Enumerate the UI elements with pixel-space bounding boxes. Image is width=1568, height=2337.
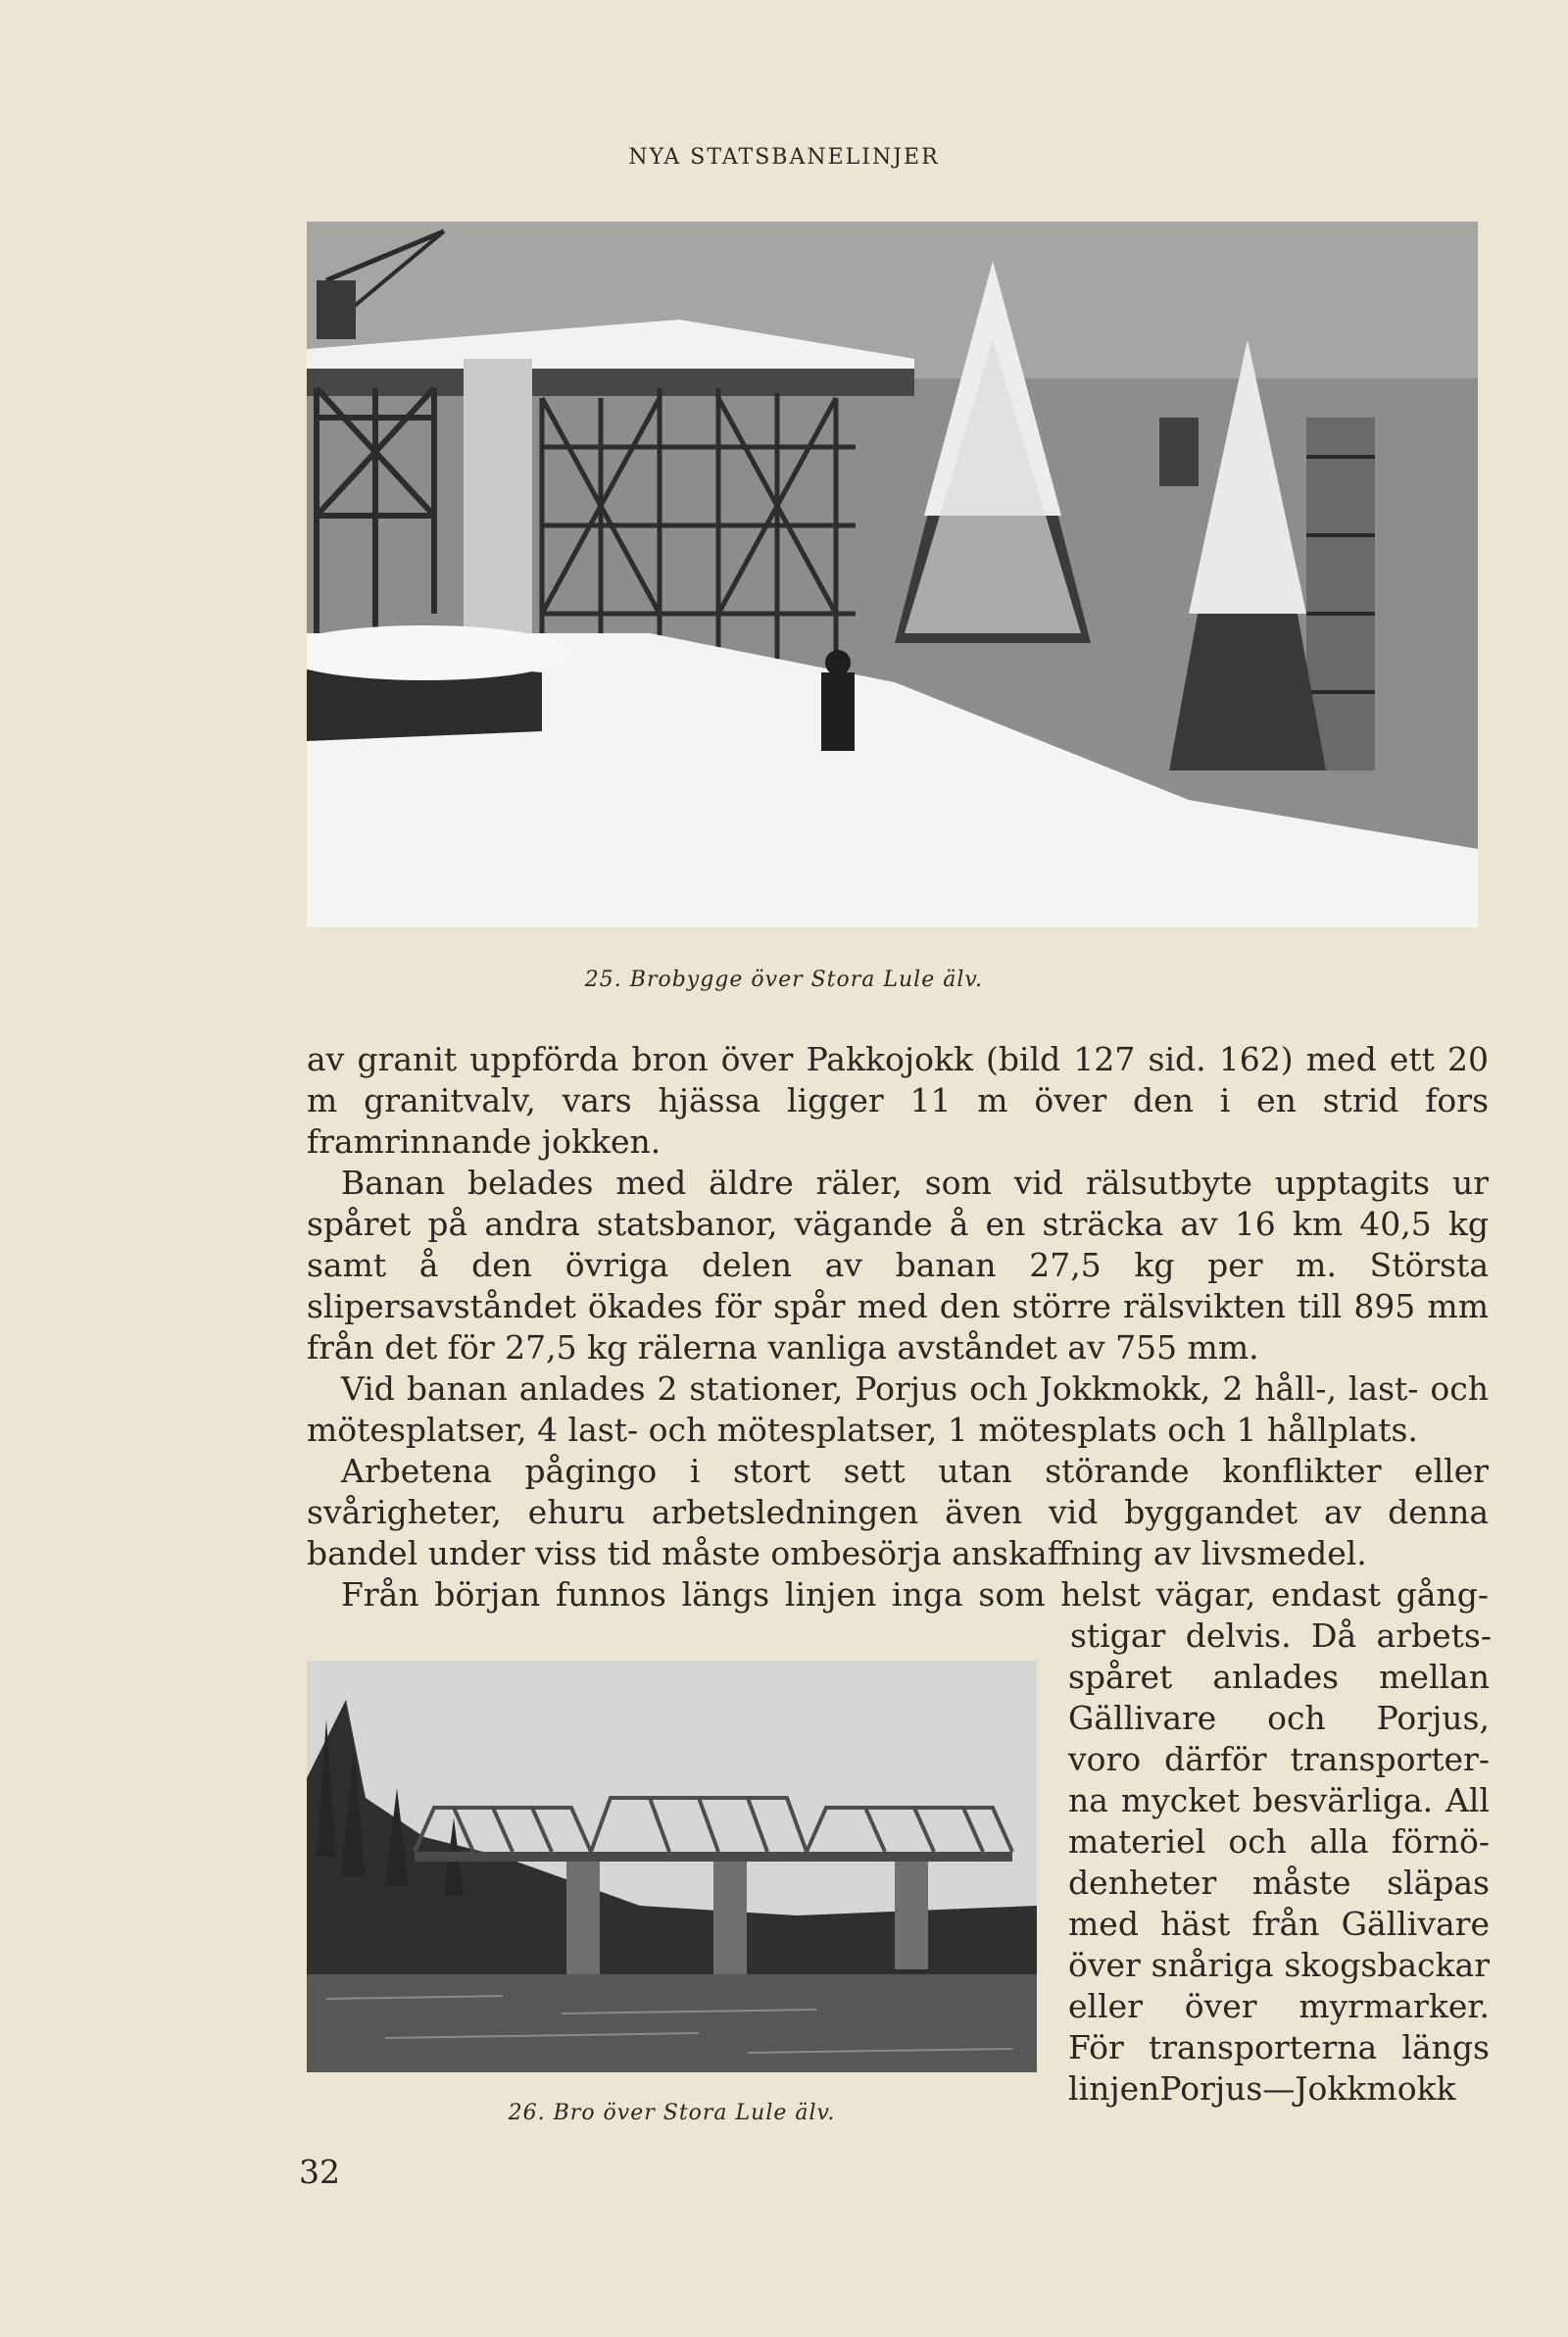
paragraph-2: Banan belades med äldre räler, som vid rälsutbyte upptagits ur spåret på andra statsbanor, vägande å en sträcka av 16 km 40,5 kg samt å den övriga delen av banan 27,5 kg per m. Största slipersavståndet ökades för spår med den större rälsvikten till 895 mm från det för 27,5 kg rälerna vanliga avståndet av 755 mm.: [307, 1164, 1489, 1367]
side-line: materiel och alla förnö-: [1068, 1822, 1490, 1861]
bridge-construction-illustration: [307, 222, 1478, 927]
figure-25-caption: 25. Brobygge över Stora Lule älv.: [584, 968, 984, 992]
side-line: voro därför transporter-: [1068, 1740, 1490, 1778]
paragraph-4: Arbetena pågingo i stort sett utan störande konflikter eller svårigheter, ehuru arbetsledningen även vid byggandet av denna bandel under viss tid måste ombesörja anskaffning av livsmedel.: [307, 1452, 1489, 1572]
figure-26-caption: 26. Bro över Stora Lule älv.: [508, 2101, 836, 2125]
side-line: För transporterna längs: [1068, 2028, 1490, 2066]
side-line: denheter måste släpas: [1068, 1864, 1490, 1902]
paragraph-3: Vid banan anlades 2 stationer, Porjus och Jokkmokk, 2 håll-, last- och mötesplatser, 4 last- och mötesplatser, 1 mötesplats och 1 hållplats.: [307, 1369, 1489, 1449]
page-number: 32: [299, 2153, 340, 2191]
photo-bridge-construction: [307, 222, 1478, 927]
side-line: na mycket besvärliga. All: [1068, 1781, 1490, 1819]
side-line: spåret anlades mellan: [1068, 1658, 1490, 1696]
paragraph-5: Från början funnos längs linjen inga som helst vägar, endast gång-: [341, 1575, 1489, 1614]
running-header: NYA STATSBANELINJER: [628, 145, 940, 170]
side-line: över snåriga skogsbackar: [1068, 1946, 1490, 1984]
side-line: linjenPorjus—Jokkmokk: [1068, 2069, 1456, 2108]
side-line: Gällivare och Porjus,: [1068, 1699, 1490, 1737]
photo-truss-bridge: [307, 1661, 1037, 2072]
truss-bridge-illustration: [307, 1661, 1037, 2072]
side-line: stigar delvis. Då arbets-: [1070, 1616, 1492, 1655]
side-line: eller över myrmarker.: [1068, 1987, 1490, 2025]
side-line: med häst från Gällivare: [1068, 1905, 1490, 1943]
paragraph-1: av granit uppförda bron över Pakkojokk (bild 127 sid. 162) med ett 20 m granitvalv, vars hjässa ligger 11 m över den i en strid fors framrinnande jokken.: [307, 1040, 1489, 1161]
